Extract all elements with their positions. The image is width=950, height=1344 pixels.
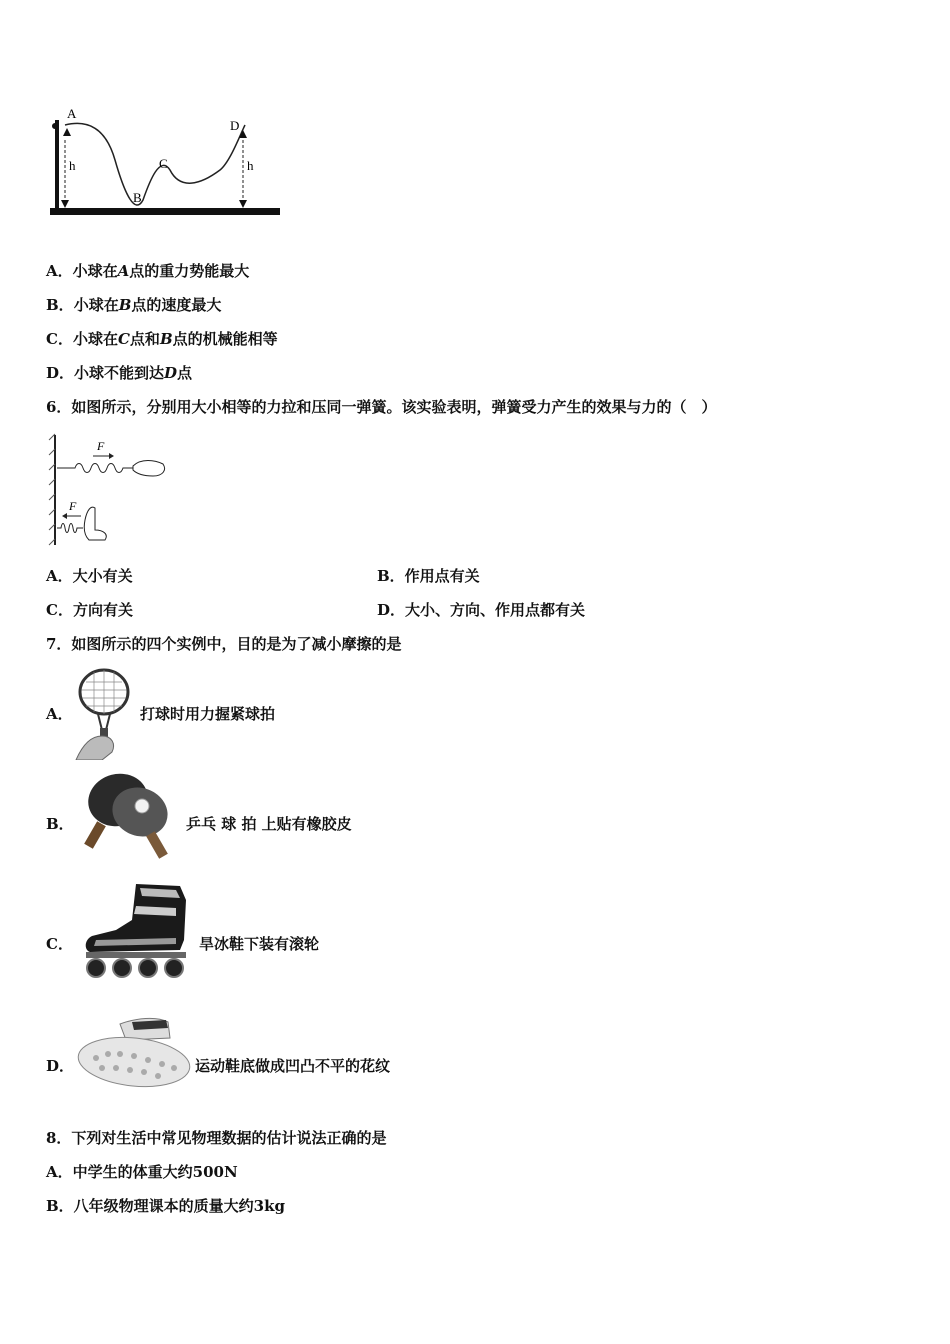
ping-pong-paddles-image — [80, 770, 180, 862]
ground-bar — [50, 208, 280, 215]
q6-option-c[interactable]: C．方向有关 — [46, 601, 133, 619]
q5-option-c[interactable]: C．小球在C点和B点的机械能相等 — [46, 330, 278, 348]
spring-bottom — [57, 524, 83, 533]
hand-pull — [133, 461, 165, 477]
q8-option-b[interactable]: B．八年级物理课本的质量大约3kg — [46, 1197, 285, 1215]
q7-option-d-text[interactable]: 运动鞋底做成凹凸不平的花纹 — [195, 1057, 391, 1075]
q7-stem: 7．如图所示的四个实例中，目的是为了减小摩擦的是 — [46, 635, 402, 653]
spring-top — [57, 464, 133, 473]
q8-stem: 8．下列对生活中常见物理数据的估计说法正确的是 — [46, 1129, 387, 1147]
q6-option-b[interactable]: B．作用点有关 — [377, 567, 480, 585]
label-c: C — [159, 156, 168, 171]
label-a: A — [67, 106, 77, 121]
track-figure — [45, 100, 285, 225]
hand-push — [84, 507, 106, 540]
q7-option-c-letter[interactable]: C． — [46, 935, 73, 953]
roller-skate-image — [76, 880, 196, 980]
sneaker-sole-image — [76, 1014, 192, 1092]
q7-option-a-text[interactable]: 打球时用力握紧球拍 — [140, 705, 276, 723]
label-d: D — [230, 118, 240, 133]
force-label-top: F — [97, 439, 105, 453]
ball — [52, 123, 58, 129]
label-h-left: h — [69, 158, 76, 173]
q7-option-c-text[interactable]: 旱冰鞋下装有滚轮 — [199, 935, 320, 953]
q7-option-a-letter[interactable]: A． — [46, 705, 73, 723]
q8-option-a[interactable]: A．中学生的体重大约500N — [46, 1163, 238, 1181]
track-curve — [65, 123, 245, 205]
q5-option-a[interactable]: A．小球在A点的重力势能最大 — [46, 262, 250, 280]
spring-figure — [45, 430, 175, 550]
left-stand — [55, 120, 59, 210]
q7-option-d-letter[interactable]: D． — [46, 1057, 75, 1075]
label-b: B — [133, 190, 142, 205]
q7-option-b-text[interactable]: 乒乓 球 拍 上贴有橡胶皮 — [186, 815, 352, 833]
q5-option-b[interactable]: B．小球在B点的速度最大 — [46, 296, 222, 314]
q7-option-b-letter[interactable]: B． — [46, 815, 74, 833]
q6-stem: 6．如图所示，分别用大小相等的力拉和压同一弹簧。该实验表明，弹簧受力产生的效果与力的（ ） — [46, 398, 717, 416]
force-label-bottom: F — [69, 499, 77, 513]
q6-option-a[interactable]: A．大小有关 — [46, 567, 133, 585]
label-h-right: h — [247, 158, 254, 173]
tennis-racket-image — [72, 666, 134, 760]
q6-option-d[interactable]: D．大小、方向、作用点都有关 — [377, 601, 586, 619]
q5-option-d[interactable]: D．小球不能到达D点 — [46, 364, 193, 382]
